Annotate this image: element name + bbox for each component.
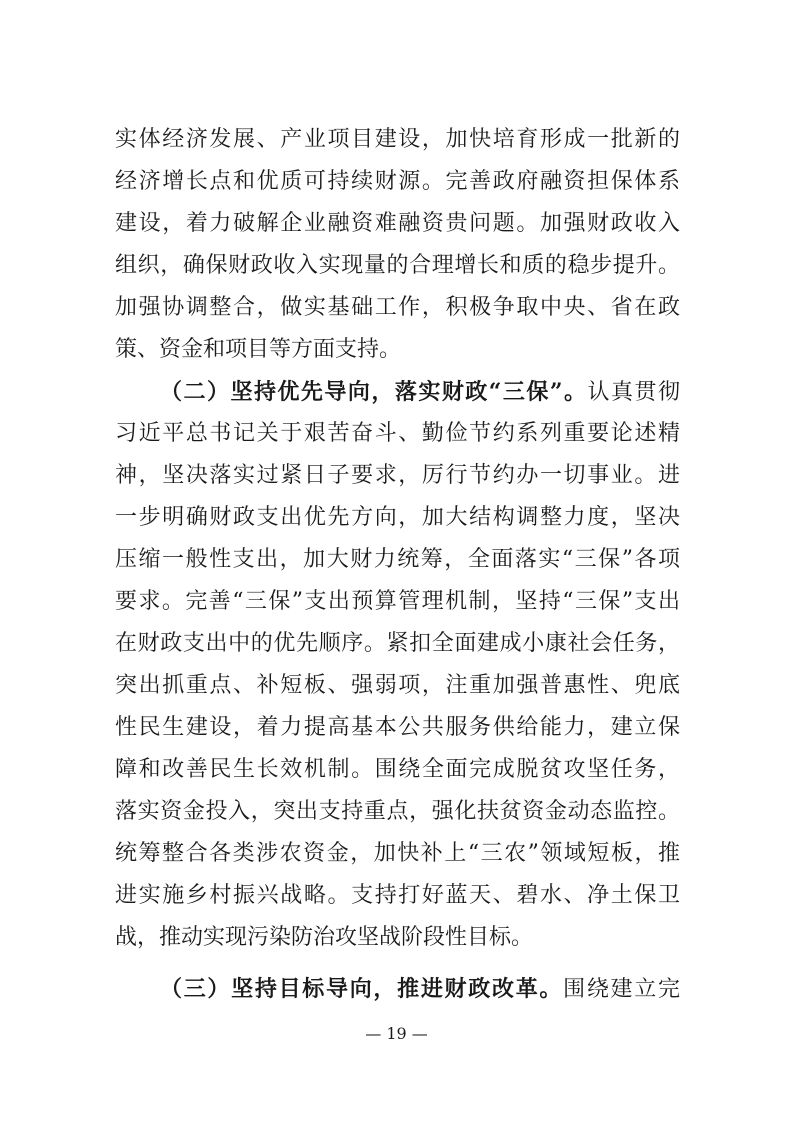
body-line: 策、资金和项目等方面支持。 (115, 337, 402, 362)
section-2-first-line-text: 认真贯彻 (587, 380, 680, 405)
section-3-first-line (160, 968, 680, 1010)
body-line: 障和改善民生长效机制。围绕全面完成脱贫攻坚任务， (115, 757, 680, 782)
body-line: 加强协调整合，做实基础工作，积极争取中央、省在政 (115, 295, 680, 320)
body-line: 实体经济发展、产业项目建设，加快培育形成一批新的 (115, 127, 680, 152)
section-2-first-line (160, 371, 680, 413)
body-line: 建设，着力破解企业融资难融资贵问题。加强财政收入 (115, 211, 680, 236)
body-line: 性民生建设，着力提高基本公共服务供给能力，建立保 (115, 715, 680, 740)
body-line: 压缩一般性支出，加大财力统筹，全面落实“三保”各项 (115, 547, 680, 572)
body-line: 一步明确财政支出优先方向，加大结构调整力度，坚决 (115, 505, 680, 530)
body-line: 经济增长点和优质可持续财源。完善政府融资担保体系 (115, 169, 680, 194)
body-line: 习近平总书记关于艰苦奋斗、勤俭节约系列重要论述精 (115, 421, 680, 446)
body-line: 统筹整合各类涉农资金，加快补上“三农”领域短板，推 (115, 841, 680, 866)
body-line: 落实资金投入，突出支持重点，强化扶贫资金动态监控。 (115, 799, 680, 824)
body-line: 在财政支出中的优先顺序。紧扣全面建成小康社会任务， (115, 631, 680, 656)
body-line: 神，坚决落实过紧日子要求，厉行节约办一切事业。进 (115, 463, 680, 488)
body-line: 要求。完善“三保”支出预算管理机制，坚持“三保”支出 (115, 589, 680, 614)
body-line: 进实施乡村振兴战略。支持打好蓝天、碧水、净土保卫 (115, 883, 680, 908)
body-line: 组织，确保财政收入实现量的合理增长和质的稳步提升。 (115, 253, 680, 278)
section-3-heading: （三）坚持目标导向，推进财政改革。 (160, 976, 564, 1002)
page-number: — 19 — (365, 1024, 428, 1043)
section-3-first-line-text: 围绕建立完 (563, 977, 680, 1002)
body-line: 突出抓重点、补短板、强弱项，注重加强普惠性、兜底 (115, 673, 680, 698)
section-2-heading: （二）坚持优先导向，落实财政“三保”。 (160, 379, 588, 405)
body-line: 战，推动实现污染防治攻坚战阶段性目标。 (115, 925, 534, 950)
